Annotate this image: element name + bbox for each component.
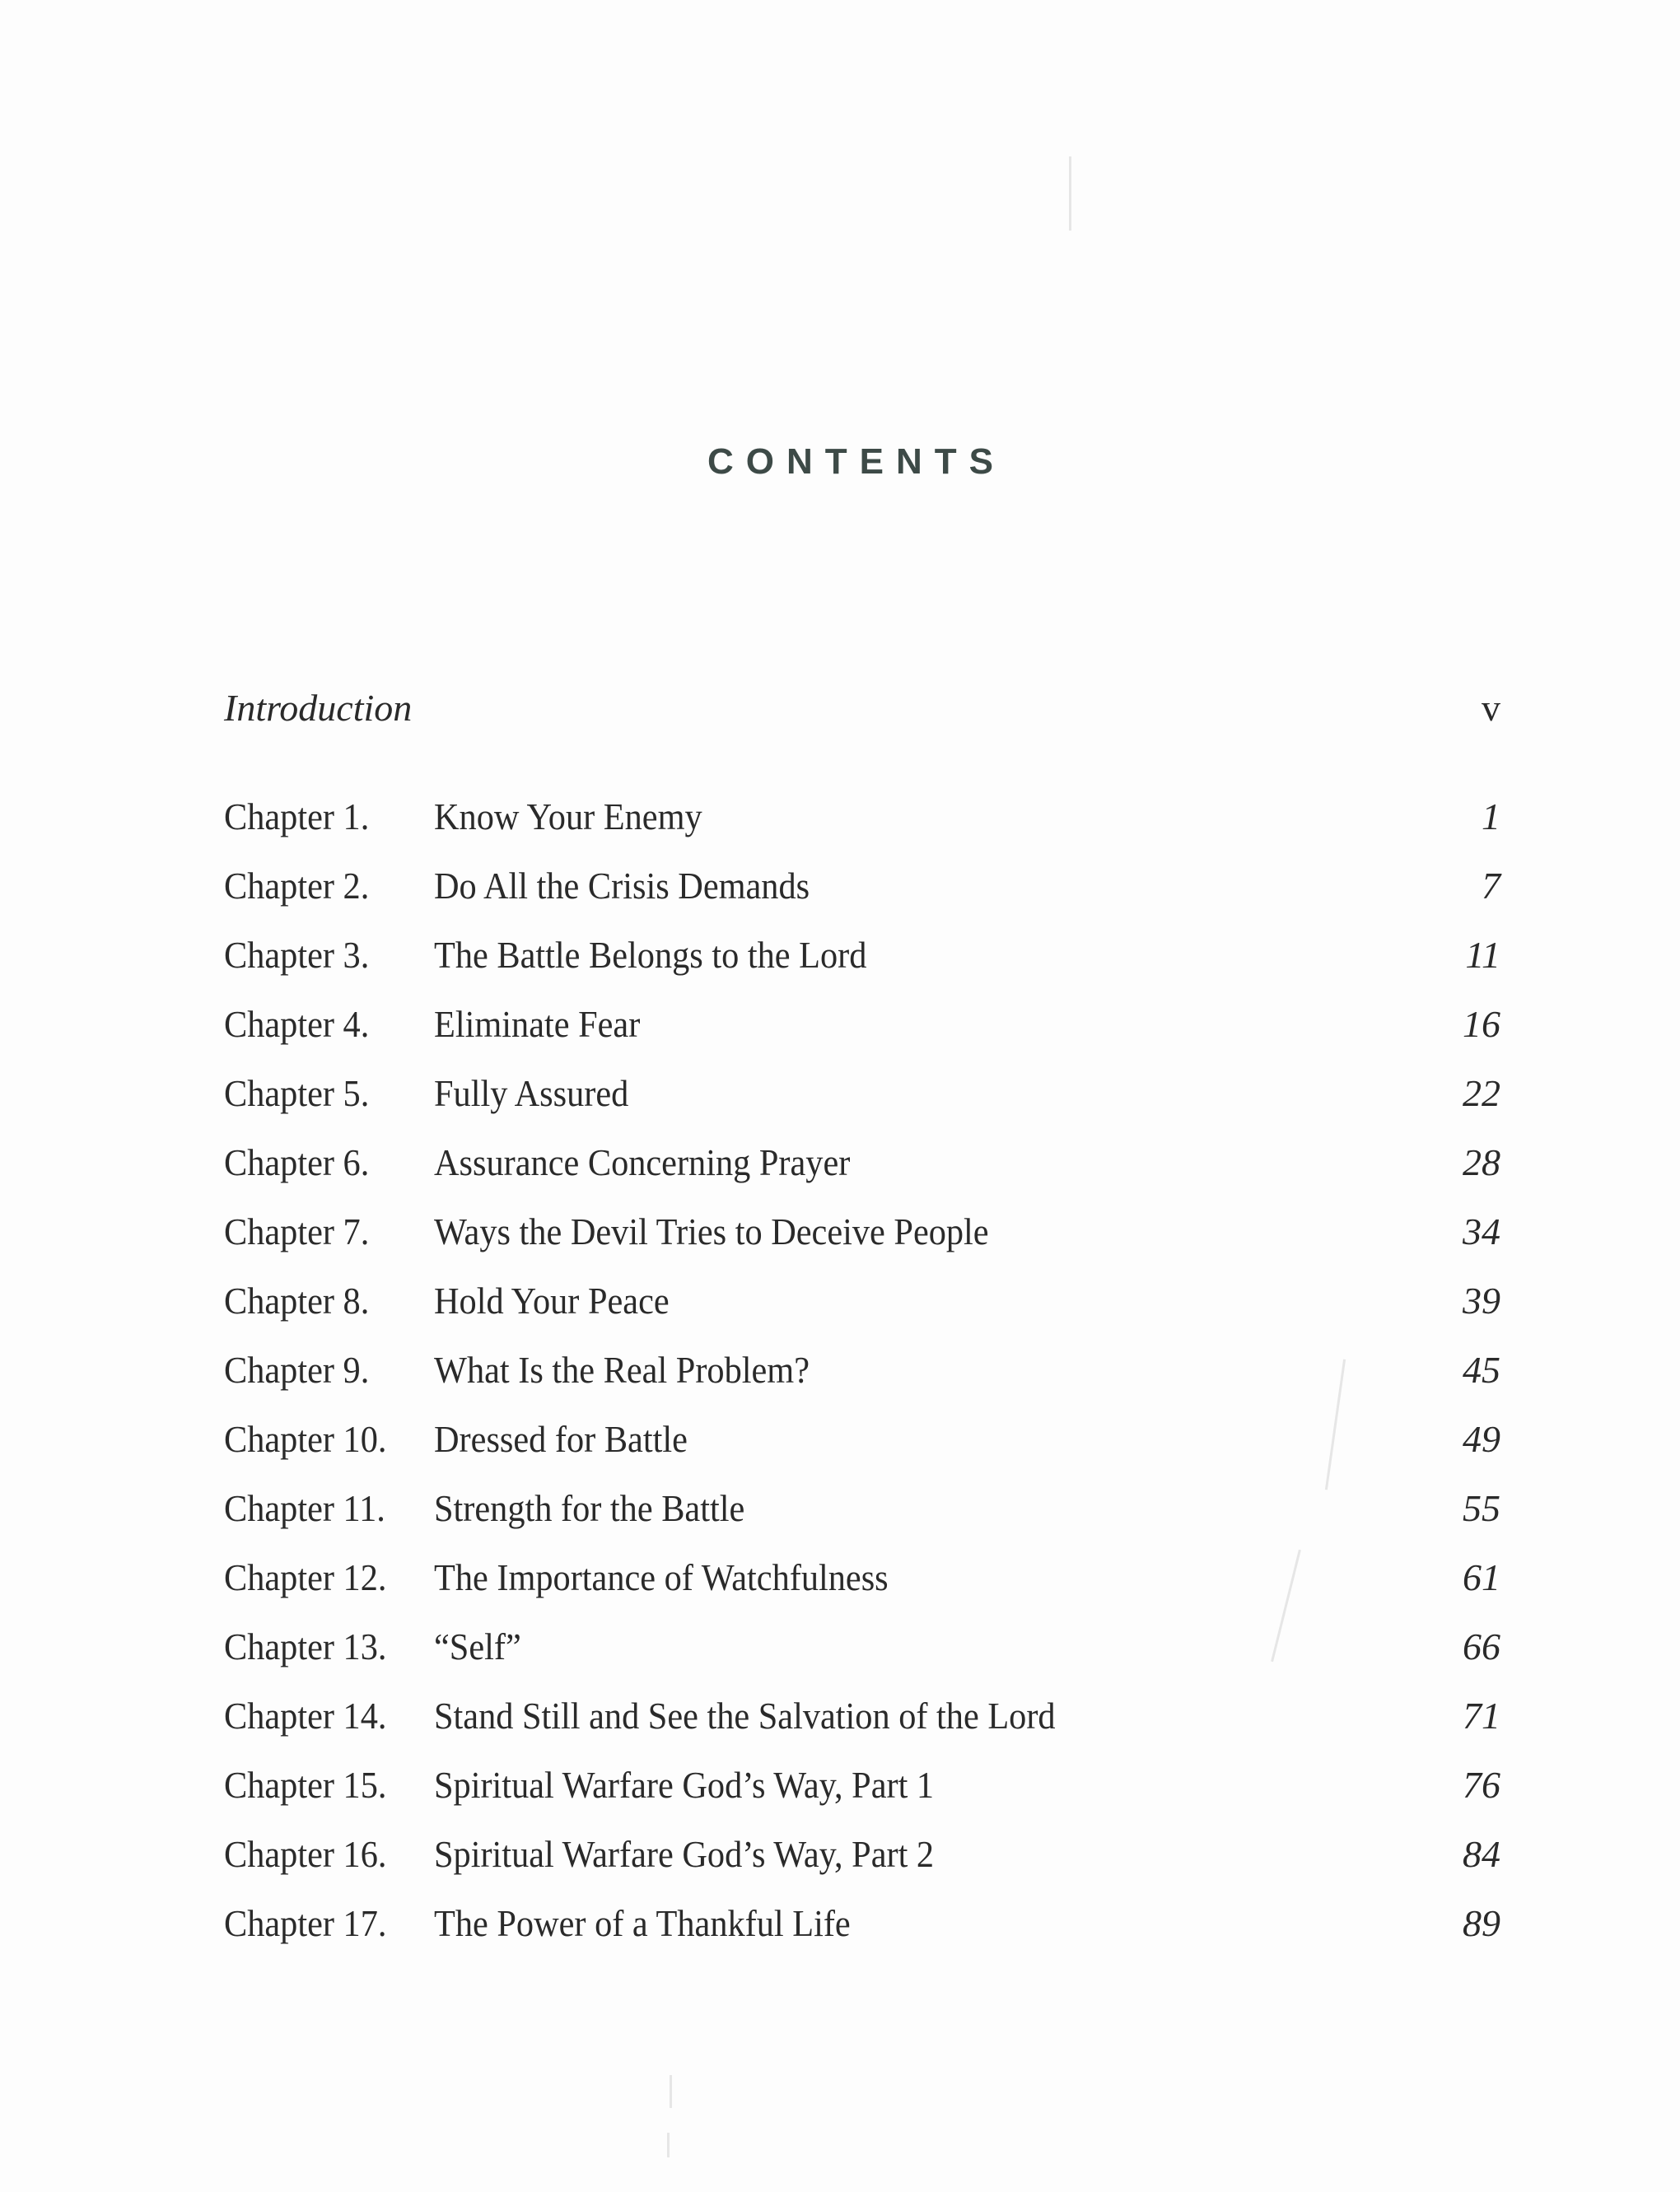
chapter-page: 45 [1463,1349,1500,1391]
chapter-number: Chapter 13. [224,1625,387,1667]
chapter-title: Dressed for Battle [434,1418,688,1460]
toc-entry[interactable] [224,1266,1500,1336]
chapter-page: 84 [1463,1833,1500,1875]
chapter-title: The Battle Belongs to the Lord [434,934,867,976]
chapter-page: 1 [1482,795,1500,837]
chapter-title: Fully Assured [434,1072,629,1114]
chapter-title: Do All the Crisis Demands [434,865,810,907]
chapter-number: Chapter 14. [224,1695,387,1737]
chapter-page: 76 [1463,1764,1500,1806]
chapter-title: The Importance of Watchfulness [434,1556,889,1598]
toc-entry[interactable] [224,1128,1500,1197]
chapter-title: Spiritual Warfare God’s Way, Part 2 [434,1833,935,1875]
chapter-number: Chapter 4. [224,1003,370,1045]
chapter-title: Assurance Concerning Prayer [434,1141,851,1183]
scan-artifact [1069,156,1071,231]
chapter-page: 49 [1463,1418,1500,1460]
chapter-title: What Is the Real Problem? [434,1349,810,1391]
toc-entry[interactable] [224,1197,1500,1266]
toc-entry[interactable] [224,1751,1500,1820]
chapter-page: 55 [1463,1487,1500,1529]
toc-entry-label: Introduction [224,687,413,729]
chapter-page: 39 [1463,1280,1500,1322]
chapter-number: Chapter 10. [224,1418,387,1460]
toc-entry[interactable] [224,921,1500,990]
chapter-page: 34 [1463,1210,1500,1252]
toc-entry[interactable] [224,1405,1500,1474]
toc-entry[interactable] [224,782,1500,851]
table-of-contents [224,674,1500,1958]
toc-entry[interactable] [224,1059,1500,1128]
toc-entry-introduction[interactable] [224,674,1500,782]
chapter-number: Chapter 7. [224,1210,370,1252]
chapter-number: Chapter 15. [224,1764,387,1806]
toc-entry[interactable] [224,990,1500,1059]
toc-entry-page: v [1482,687,1500,729]
toc-entry[interactable] [224,1681,1500,1751]
chapter-title: Ways the Devil Tries to Deceive People [434,1210,989,1252]
chapter-title: Stand Still and See the Salvation of the Lord [434,1695,1056,1737]
page-title: CONTENTS [707,441,1006,482]
scan-artifact [667,2133,670,2157]
scan-artifact [670,2075,672,2108]
toc-entry[interactable] [224,1820,1500,1889]
chapter-number: Chapter 17. [224,1902,387,1944]
chapter-page: 22 [1463,1072,1500,1114]
chapter-number: Chapter 12. [224,1556,387,1598]
chapter-number: Chapter 3. [224,934,370,976]
chapter-page: 11 [1465,934,1500,976]
chapter-number: Chapter 9. [224,1349,370,1391]
toc-entry[interactable] [224,1474,1500,1543]
chapter-number: Chapter 8. [224,1280,370,1322]
chapter-page: 89 [1463,1902,1500,1944]
chapter-title: Hold Your Peace [434,1280,670,1322]
toc-entry[interactable] [224,1612,1500,1681]
chapter-number: Chapter 5. [224,1072,370,1114]
chapter-title: Eliminate Fear [434,1003,641,1045]
toc-entry[interactable] [224,1543,1500,1612]
chapter-title: The Power of a Thankful Life [434,1902,851,1944]
chapter-number: Chapter 16. [224,1833,387,1875]
chapter-number: Chapter 1. [224,795,370,837]
chapter-title: “Self” [434,1625,521,1667]
toc-entry[interactable] [224,1889,1500,1958]
chapter-page: 28 [1463,1141,1500,1183]
chapter-page: 7 [1482,865,1500,907]
chapter-number: Chapter 2. [224,865,370,907]
toc-entry[interactable] [224,851,1500,921]
chapter-page: 66 [1463,1625,1500,1667]
chapter-number: Chapter 11. [224,1487,385,1529]
chapter-page: 61 [1463,1556,1500,1598]
chapter-title: Spiritual Warfare God’s Way, Part 1 [434,1764,935,1806]
toc-entry[interactable] [224,1336,1500,1405]
chapter-page: 71 [1463,1695,1500,1737]
chapter-title: Strength for the Battle [434,1487,745,1529]
chapter-number: Chapter 6. [224,1141,370,1183]
chapter-title: Know Your Enemy [434,795,702,837]
chapter-page: 16 [1463,1003,1500,1045]
